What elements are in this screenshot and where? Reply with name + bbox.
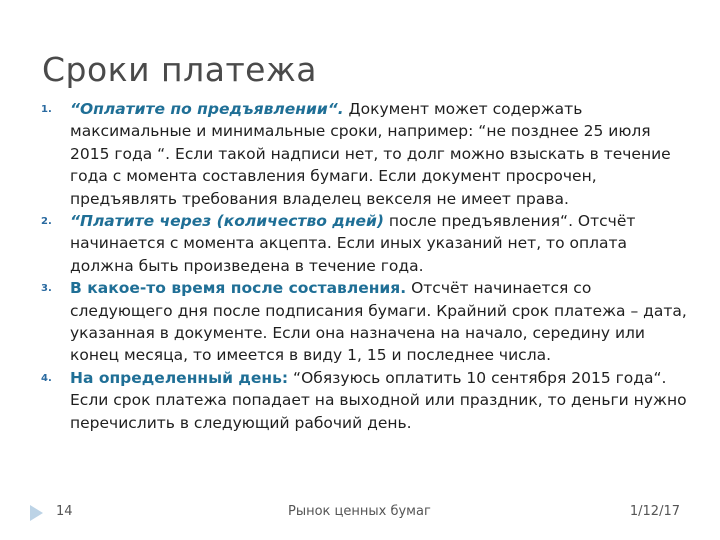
slide-footer xyxy=(0,504,720,524)
page-number: 14 xyxy=(56,504,73,519)
list-item xyxy=(38,210,688,277)
slide-title: Сроки платежа xyxy=(42,50,317,89)
list-item xyxy=(38,367,688,434)
list-item-text: Отсчёт начинается со следующего дня после подписания бумаги. Крайний срок платежа – дата, указанная в документе. Если она назначена на начало, середину или конец месяца, то имеется в виду 1, 15 и последнее числа. xyxy=(70,279,687,365)
list-item-number: 4. xyxy=(41,372,52,384)
list-item-lead: “Оплатите по предъявлении“. xyxy=(70,100,344,118)
list-item-lead: На определенный день: xyxy=(70,368,289,387)
footer-title: Рынок ценных бумаг xyxy=(288,504,431,519)
list-item xyxy=(38,98,688,210)
list-item xyxy=(38,277,688,367)
list-item-lead: “Платите через (количество дней) xyxy=(70,212,384,231)
list-item-text: Документ может содержать максимальные и минимальные сроки, например: “не позднее 25 июля 2015 года “. Если такой надписи нет, то долг можно взыскать в течение года с момента составления бумаги. Если документ просрочен, предъявлять требования владелец векселя не имеет права. xyxy=(70,100,671,208)
list-item-number: 1. xyxy=(41,104,52,115)
list-item-text: после предъявления“. Отсчёт начинается с момента акцепта. Если иных указаний нет, то оплата должна быть произведена в течение года. xyxy=(70,212,636,275)
list-item-text: “Обязуюсь оплатить 10 сентября 2015 года“. Если срок платежа попадает на выходной или праздник, то деньги нужно перечислить в следующий рабочий день. xyxy=(70,368,687,432)
list-item-lead: В какое-то время после составления. xyxy=(70,279,407,298)
footer-date: 1/12/17 xyxy=(629,504,680,519)
footer-triangle-icon xyxy=(30,505,43,521)
list-item-number: 3. xyxy=(41,283,52,295)
list-item-number: 2. xyxy=(41,216,52,228)
payment-terms-list xyxy=(38,98,688,434)
